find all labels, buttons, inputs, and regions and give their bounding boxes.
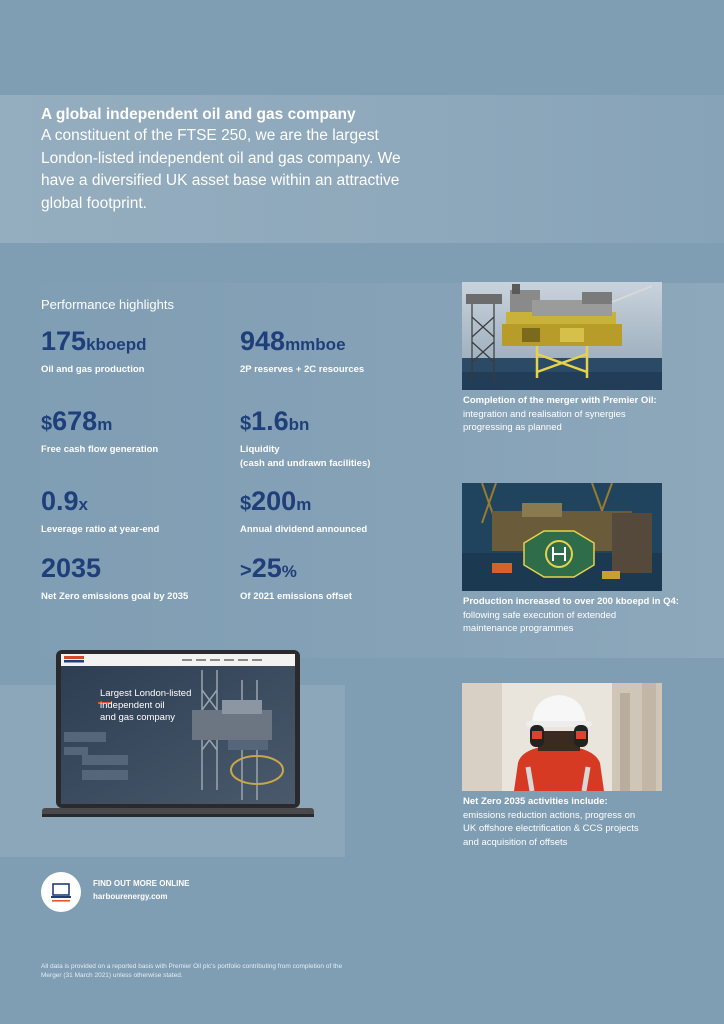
stat-reserves <box>240 326 364 377</box>
cta-link[interactable]: harbourenergy.com <box>93 892 168 901</box>
stat-liquidity <box>240 406 370 471</box>
stat-value: >25% <box>240 553 297 583</box>
stat-leverage <box>41 486 159 537</box>
stat-label: Free cash flow generation <box>41 444 159 455</box>
laptop-icon[interactable] <box>41 872 81 912</box>
platform-photo <box>462 282 662 390</box>
stat-value: $1.6bn <box>240 406 310 436</box>
stat-value: 948mmboe <box>240 326 346 356</box>
stat-value: 0.9x <box>41 486 89 516</box>
caption-production: Production increased to over 200 kboepd in Q4: following safe execution of extended maintenance programmes <box>463 596 679 634</box>
stat-value: 175kboepd <box>41 326 147 356</box>
stat-emissions-offset <box>240 553 352 604</box>
cta-block <box>93 877 189 903</box>
stat-production <box>41 326 147 377</box>
intro-section <box>41 105 411 215</box>
stat-label: Annual dividend announced <box>240 524 368 535</box>
performance-heading: Performance highlights <box>41 297 174 312</box>
stat-dividend <box>240 486 367 537</box>
stat-value: $678m <box>41 406 113 436</box>
stat-label: Oil and gas production <box>41 364 145 375</box>
intro-title: A global independent oil and gas company <box>41 106 356 123</box>
stat-label: Of 2021 emissions offset <box>240 591 352 602</box>
caption-net-zero: Net Zero 2035 activities include: emissions reduction actions, progress on UK offshore electrification & CCS projects and acquisition of offsets <box>463 796 639 848</box>
caption-merger: Completion of the merger with Premier Oil: integration and realisation of synergies progressing as planned <box>463 395 657 433</box>
stat-label: 2P reserves + 2C resources <box>240 364 365 375</box>
laptop-mockup <box>42 650 314 822</box>
laptop-headline: Largest London-listed independent oil and gas company <box>100 688 192 723</box>
intro-body: A constituent of the FTSE 250, we are the largest London-listed independent oil and gas company. We have a diversified UK asset base within an attractive global footprint. <box>41 127 401 212</box>
stat-label: Liquidity (cash and undrawn facilities) <box>240 444 371 469</box>
stat-label: Leverage ratio at year-end <box>41 524 160 535</box>
stat-value: 2035 <box>41 553 102 583</box>
stat-value: $200m <box>240 486 312 516</box>
stat-label: Net Zero emissions goal by 2035 <box>41 591 189 602</box>
cta-title: FIND OUT MORE ONLINE <box>93 879 190 888</box>
stat-free-cash-flow <box>41 406 158 457</box>
stat-net-zero <box>41 553 188 604</box>
helideck-photo <box>462 483 662 591</box>
worker-photo <box>462 683 662 791</box>
footnote: All data is provided on a reported basis with Premier Oil plc's portfolio contributing from completion of the Merger (31 March 2021) unless otherwise stated. <box>41 963 343 979</box>
